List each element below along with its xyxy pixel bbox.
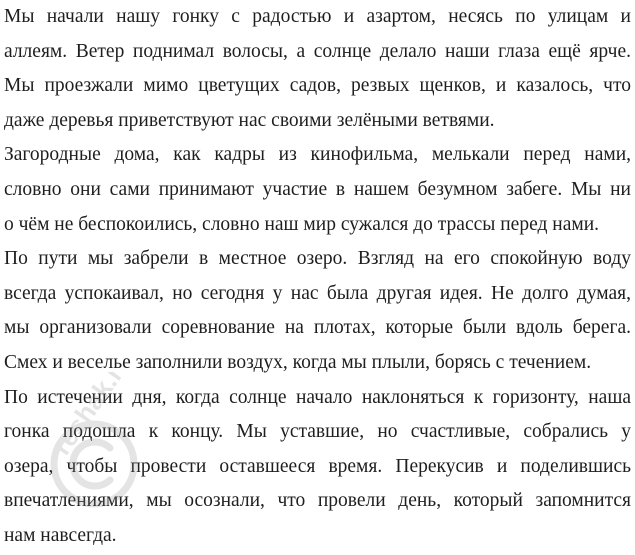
text-line: нам навсегда. bbox=[4, 524, 117, 546]
text-line: Смех и веселье заполнили воздух, когда мы плыли, борясь с течением. bbox=[4, 351, 592, 373]
text-line: Мы проезжали мимо цветущих садов, резвых щенков, и казалось, что bbox=[4, 75, 631, 97]
text-line: По истечении дня, когда солнце начало наклоняться к горизонту, наша bbox=[4, 386, 631, 408]
text-line: впечатлениями, мы осознали, что провели день, который запомнится bbox=[4, 490, 631, 512]
paragraph-1 bbox=[4, 0, 631, 138]
paragraph-4 bbox=[4, 381, 631, 554]
text-line: даже деревья приветствуют нас своими зелёными ветвями. bbox=[4, 109, 495, 131]
text-line: гонка подошла к концу. Мы уставшие, но счастливые, собрались у bbox=[4, 421, 631, 443]
text-line: Мы начали нашу гонку с радостью и азартом, несясь по улицам и bbox=[4, 6, 631, 27]
text-line: аллеям. Ветер поднимал волосы, а солнце делало наши глаза ещё ярче. bbox=[4, 40, 631, 62]
document-body bbox=[4, 0, 631, 554]
text-line: словно они сами принимают участие в нашем безумном забеге. Мы ни bbox=[4, 178, 631, 200]
text-line: мы организовали соревнование на плотах, которые были вдоль берега. bbox=[4, 317, 631, 339]
text-line: По пути мы забрели в местное озеро. Взгляд на его спокойную воду bbox=[4, 248, 631, 270]
text-line: озера, чтобы провести оставшееся время. Перекусив и поделившись bbox=[4, 455, 631, 477]
text-line: Загородные дома, как кадры из кинофильма, мелькали перед нами, bbox=[4, 144, 631, 166]
text-line: всегда успокаивал, но сегодня у нас была другая идея. Не долго думая, bbox=[4, 282, 631, 304]
watermark-text: reshak.ru bbox=[46, 372, 138, 461]
paragraph-3 bbox=[4, 242, 631, 380]
paragraph-2 bbox=[4, 138, 631, 242]
text-line: о чём не беспокоились, словно наш мир сужался до трассы перед нами. bbox=[4, 213, 600, 235]
